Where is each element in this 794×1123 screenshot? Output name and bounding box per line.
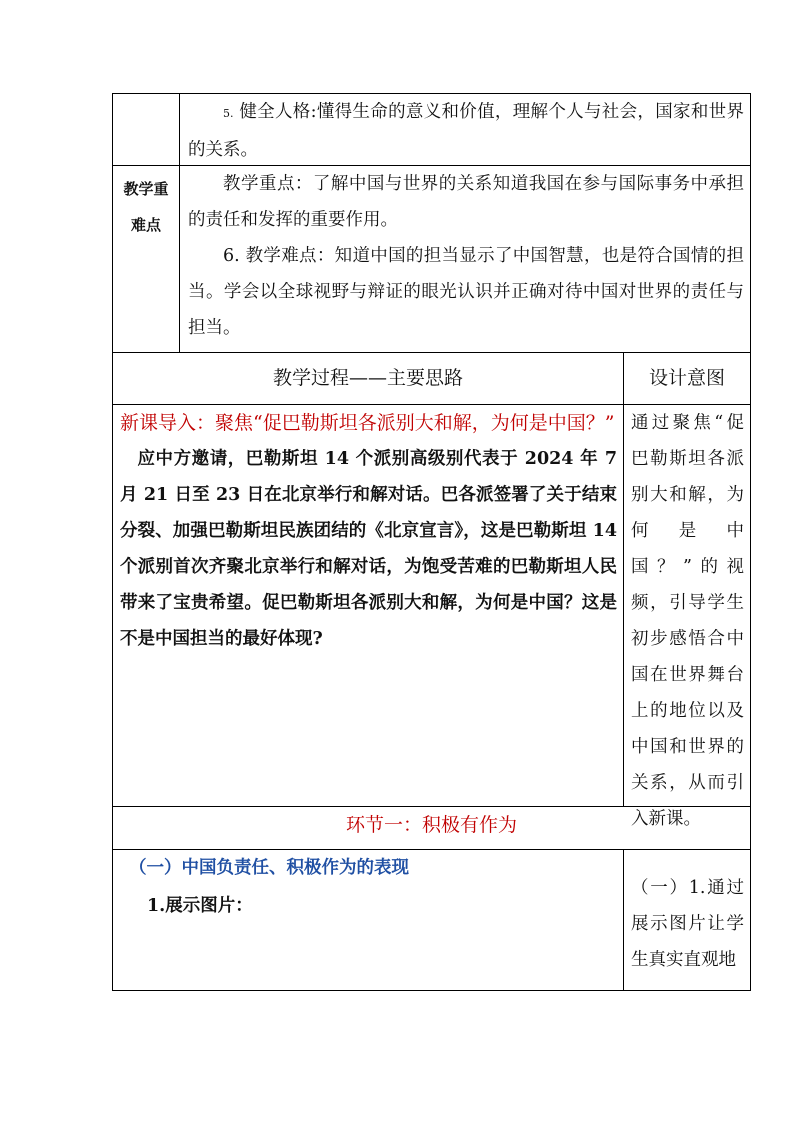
teaching-focus: 教学重点：了解中国与世界的关系知道我国在参与国际事务中承担的责任和发挥的重要作用。: [188, 174, 744, 230]
section1-intent-cell: [624, 850, 750, 990]
section1-step: 1.展示图片：: [147, 896, 253, 916]
table-border-right: [750, 93, 751, 991]
intro-intent-cell: [624, 405, 750, 829]
item5-paragraph: [188, 94, 744, 168]
key-points-label-cell: [113, 171, 179, 251]
key-points-label-line2: 难点: [130, 216, 161, 234]
intro-content-cell: [113, 405, 623, 806]
key-points-content-cell: [180, 166, 750, 352]
top-label-cell: [113, 94, 179, 165]
intent-header-cell: [624, 353, 750, 404]
section1-intent: （一）1.通过展示图片让学生真实直观地: [631, 878, 744, 970]
process-header-cell: [113, 353, 623, 404]
process-header: 教学过程——主要思路: [272, 367, 463, 389]
item5-text: 健全人格:懂得生命的意义和价值，理解个人与社会，国家和世界的关系。: [188, 102, 744, 160]
top-content-cell: [180, 94, 750, 165]
intro-intent: 通过聚焦“促巴勒斯坦各派别大和解，为何是中国？”的视频，引导学生初步感悟合中国在世界舞台上的地位以及中国和世界的关系，从而引入新课。: [631, 413, 744, 829]
teaching-difficulty: 6. 教学难点：知道中国的担当显示了中国智慧，也是符合国情的担当。学会以全球视野与辩证的眼光认识并正确对待中国对世界的责任与担当。: [188, 246, 744, 338]
table-border-bottom: [112, 990, 751, 991]
section1-title-cell: [113, 807, 750, 849]
section1-title: 环节一：积极有作为: [345, 814, 517, 836]
intro-body: 应中方邀请，巴勒斯坦 14 个派别高级别代表于 2024 年 7 月 21 日至 23 日在北京举行和解对话。巴各派签署了关于结束分裂、加强巴勒斯坦民族团结的《北京宣言》，这是巴勒斯坦 14 个派别首次齐聚北京举行和解对话，为饱受苦难的巴勒斯坦人民带来了宝贵希望。促巴勒斯坦各派别大和解，为何是中国？这是不是中国担当的最好体现?: [120, 449, 617, 649]
section1-subtitle: （一）中国负责任、积极作为的表现: [129, 858, 409, 878]
item5-number: 5.: [223, 107, 234, 120]
key-points-label-line1: 教学重: [123, 180, 169, 198]
intent-header: 设计意图: [648, 367, 725, 389]
section1-content-cell: [113, 850, 623, 990]
lesson-plan-table: [112, 93, 751, 991]
intro-title: 新课导入：聚焦“促巴勒斯坦各派别大和解，为何是中国？”: [120, 412, 615, 434]
